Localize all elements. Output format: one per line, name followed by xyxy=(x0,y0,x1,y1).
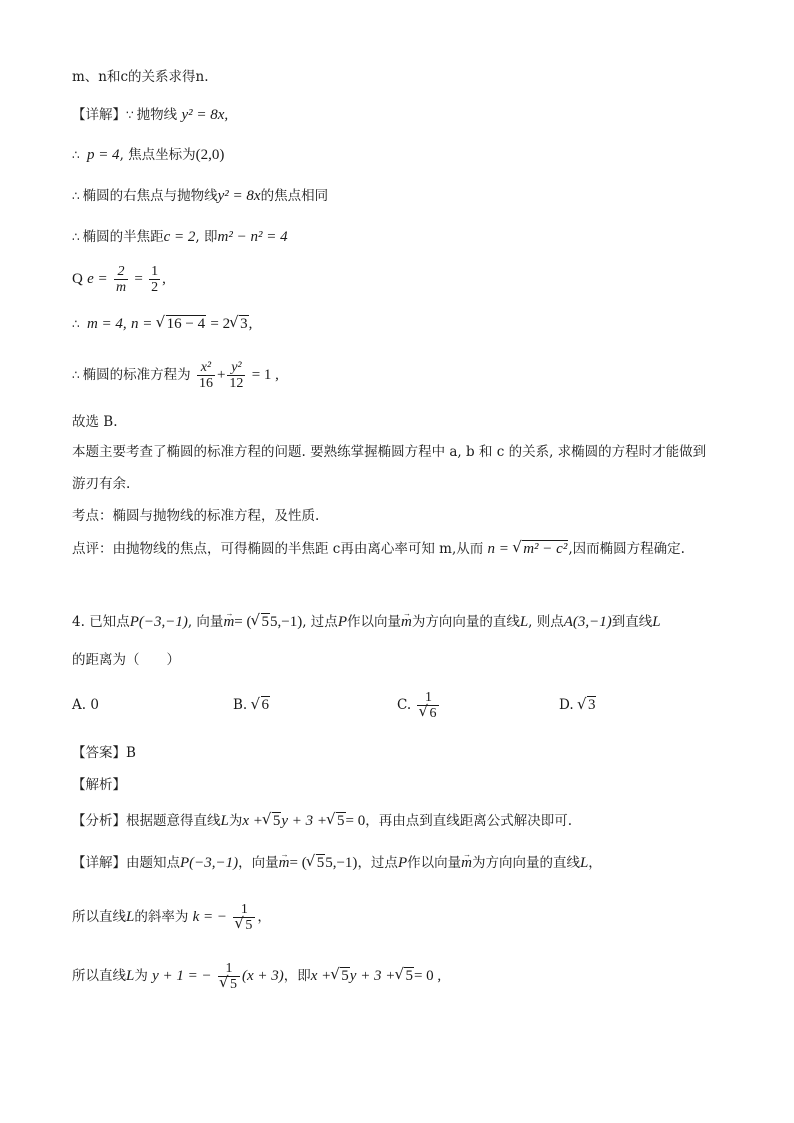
c-value: c = 2 xyxy=(163,229,196,245)
x-plus-3: (x + 3) xyxy=(241,968,284,984)
option-a: A. 0 xyxy=(72,697,99,713)
fenxi-line xyxy=(72,812,572,830)
detail-line-1 xyxy=(72,106,228,124)
option-b: B. √ 6 xyxy=(233,697,270,714)
detail-line-7: ∴ 椭圆的标准方程为 $\frac{\text{x²}}{16}$ + $\frac{\text{y²}}{12}$ = 1 , xyxy=(72,360,279,391)
slope-line xyxy=(72,898,271,936)
fraction-y2-12: $\frac{\text{y²}}{12}$ xyxy=(229,360,244,391)
focus-text: , 焦点坐标为 xyxy=(119,147,196,163)
choose-text: 故选 B. xyxy=(72,414,118,430)
sqrt-3: √ 3 xyxy=(230,315,249,333)
sqrt-5: √ 5 xyxy=(327,812,346,830)
ie-text: , 即 xyxy=(195,229,218,245)
slope-k: k = − xyxy=(192,909,228,925)
focus-same-text: 椭圆的右焦点与抛物线 xyxy=(82,188,218,204)
detail-line-2 xyxy=(72,146,224,164)
comment-line-2: 游刃有余. xyxy=(72,476,131,492)
xiangjie-text-3: ，过点 xyxy=(357,855,398,871)
p-value: p = 4 xyxy=(86,147,120,163)
xiangjie-line xyxy=(72,854,602,872)
point-slope-lhs: y + 1 = − xyxy=(152,968,212,984)
therefore-symbol: ∴ xyxy=(72,368,80,382)
answer-label: 【答案】 xyxy=(72,745,126,761)
detail-line-6: ∴ m = 4, n = √ 16 − 4 = 2√ 3, xyxy=(72,315,252,333)
equation-part-b: y + 3 + xyxy=(281,813,328,829)
equation-rhs: = 1 , xyxy=(251,367,279,383)
sqrt-3-option: √ 3 xyxy=(578,697,597,714)
xiangjie-text-4: 作以向量 xyxy=(407,855,462,871)
xiangjie-text-1: 由题知点 xyxy=(126,855,180,871)
m-equals: = ( xyxy=(234,614,252,630)
point-P: P(−3,−1) xyxy=(180,855,239,871)
sqrt-5: √ 5 xyxy=(263,812,282,830)
line-L: L xyxy=(126,909,135,925)
line-L: L xyxy=(126,968,135,984)
q4-text-7: 到直线 xyxy=(611,614,653,630)
point-P-ref: P xyxy=(337,614,347,630)
slope-text-3: ， xyxy=(257,909,271,925)
m-value: 5,−1) xyxy=(325,855,358,871)
q4-text-2: , 向量 xyxy=(187,614,224,630)
xiangjie-label: 【详解】 xyxy=(72,855,126,871)
line-equation-line xyxy=(72,957,441,995)
continuation-text: m、n和c的关系求得n. xyxy=(72,69,209,85)
dianping-line xyxy=(72,540,685,558)
eccentricity-label: e = xyxy=(87,271,108,287)
therefore-symbol: ∴ xyxy=(72,230,80,244)
parabola-equation-2: y² = 8x xyxy=(217,188,261,204)
answer-value: B xyxy=(126,745,136,761)
q4-text-6: , 则点 xyxy=(528,614,564,630)
fenxi-text-3: ，再由点到直线距离公式解决即可. xyxy=(365,813,573,829)
m-equals: = ( xyxy=(289,855,307,871)
slope-text-1: 所以直线 xyxy=(72,909,126,925)
sqrt-m2-c2: √ m² − c² xyxy=(513,540,568,558)
detail-line-5: Q e = $\frac{2}{m}$ = $\frac{1}{2}$ , xyxy=(72,264,166,295)
fenxi-text-1: 根据题意得直线 xyxy=(126,813,221,829)
fenxi-label: 【分析】 xyxy=(72,813,126,829)
fraction-1-over-sqrt5-2: 1 √ 5 xyxy=(218,961,240,992)
vector-m-2: → m xyxy=(401,613,412,631)
therefore-symbol: ∵ xyxy=(126,108,134,122)
equation-part-c: = 0 xyxy=(345,813,366,829)
line-L-2: L xyxy=(652,614,661,630)
point-A: A(3,−1) xyxy=(563,614,612,630)
question-4-line-2: 的距离为（ ） xyxy=(72,652,180,668)
comment-line-1: 本题主要考查了椭圆的标准方程的问题. 要熟练掌握椭圆方程中 a, b 和 c 的关系, 求椭圆的方程时才能做到 xyxy=(72,444,707,460)
sqrt-5: √ 5 xyxy=(307,854,326,872)
n-label: n = xyxy=(130,316,153,332)
standard-equation-text: 椭圆的标准方程为 xyxy=(82,367,191,383)
kaodian-text: 考点：椭圆与抛物线的标准方程，及性质. xyxy=(72,508,320,524)
line-eq-text-1: 所以直线 xyxy=(72,968,126,984)
result-part-b: y + 3 + xyxy=(349,968,396,984)
q4-text-4: 作以向量 xyxy=(346,614,401,630)
fenxi-text-2: 为 xyxy=(228,813,243,829)
option-d: D. √ 3 xyxy=(559,697,596,714)
question-4-line-1 xyxy=(72,613,661,631)
detail-label: 【详解】 xyxy=(72,107,126,123)
detail-line-4 xyxy=(72,228,288,246)
sqrt-6: √ 6 xyxy=(252,697,271,714)
point-P-ref: P xyxy=(397,855,408,871)
line-eq-text-2: 为 xyxy=(134,968,148,984)
xiangjie-text-2: ，向量 xyxy=(238,855,279,871)
focus-point: (2,0) xyxy=(195,147,225,163)
mn-relation: m² − n² = 4 xyxy=(217,229,288,245)
dianping-text-2: ,因而椭圆方程确定. xyxy=(568,541,685,557)
fraction-2-over-m: $\frac{2}{m}$ xyxy=(115,264,127,295)
answer-line xyxy=(72,744,136,762)
option-c: C. 1 √ 6 xyxy=(397,686,441,724)
vector-m-2: → m xyxy=(461,854,472,872)
q4-text-3: , 过点 xyxy=(302,614,338,630)
fraction-1-over-2: $\frac{1}{2}$ xyxy=(151,264,159,295)
therefore-symbol: ∴ xyxy=(72,317,80,331)
q4-text-1: 已知点 xyxy=(89,614,130,630)
detail-line-3 xyxy=(72,187,328,205)
dianping-n: n = xyxy=(487,541,509,557)
line-L: L xyxy=(220,813,229,829)
fraction-x2-16: $\frac{\text{x²}}{16}$ xyxy=(198,360,213,391)
m-value: m = 4, xyxy=(86,316,127,332)
q-symbol: Q xyxy=(72,271,83,287)
question-number: 4. xyxy=(72,614,85,630)
sqrt-5: √ 5 xyxy=(252,613,271,631)
equation-part-a: x + xyxy=(242,813,263,829)
result-part-a: x + xyxy=(310,968,332,984)
n-result: = 2 xyxy=(210,316,231,332)
point-P: P(−3,−1) xyxy=(129,614,188,630)
semi-focal-text: 椭圆的半焦距 xyxy=(82,229,164,245)
analysis-label: 【解析】 xyxy=(72,777,126,793)
fraction-1-over-sqrt5: 1 √ 5 xyxy=(233,902,255,933)
therefore-symbol: ∴ xyxy=(72,189,80,203)
focus-same-text-2: 的焦点相同 xyxy=(260,188,329,204)
sqrt-16-minus-4: √ 16 − 4 xyxy=(157,315,206,333)
fraction-1-over-sqrt6: 1 √ 6 xyxy=(417,690,439,721)
vector-m: → m xyxy=(279,854,290,872)
parabola-equation: y² = 8x, xyxy=(181,107,229,123)
line-eq-text-3: ，即 xyxy=(283,968,311,984)
therefore-symbol: ∴ xyxy=(72,148,80,162)
m-value: 5,−1) xyxy=(270,614,303,630)
xiangjie-text-6: ， xyxy=(588,855,602,871)
sqrt-5: √ 5 xyxy=(331,957,350,995)
dianping-text: 点评：由抛物线的焦点，可得椭圆的半焦距 c再由离心率可知 m,从而 xyxy=(72,541,484,557)
slope-text-2: 的斜率为 xyxy=(134,909,189,925)
xiangjie-text-5: 为方向向量的直线 xyxy=(471,855,580,871)
line-L: L xyxy=(519,614,529,630)
result-part-c: = 0 , xyxy=(413,968,442,984)
parabola-text: 抛物线 xyxy=(136,107,178,123)
q4-text-5: 为方向向量的直线 xyxy=(411,614,520,630)
line-L: L xyxy=(579,855,589,871)
vector-m: → m xyxy=(223,613,234,631)
sqrt-5: √ 5 xyxy=(395,957,414,995)
